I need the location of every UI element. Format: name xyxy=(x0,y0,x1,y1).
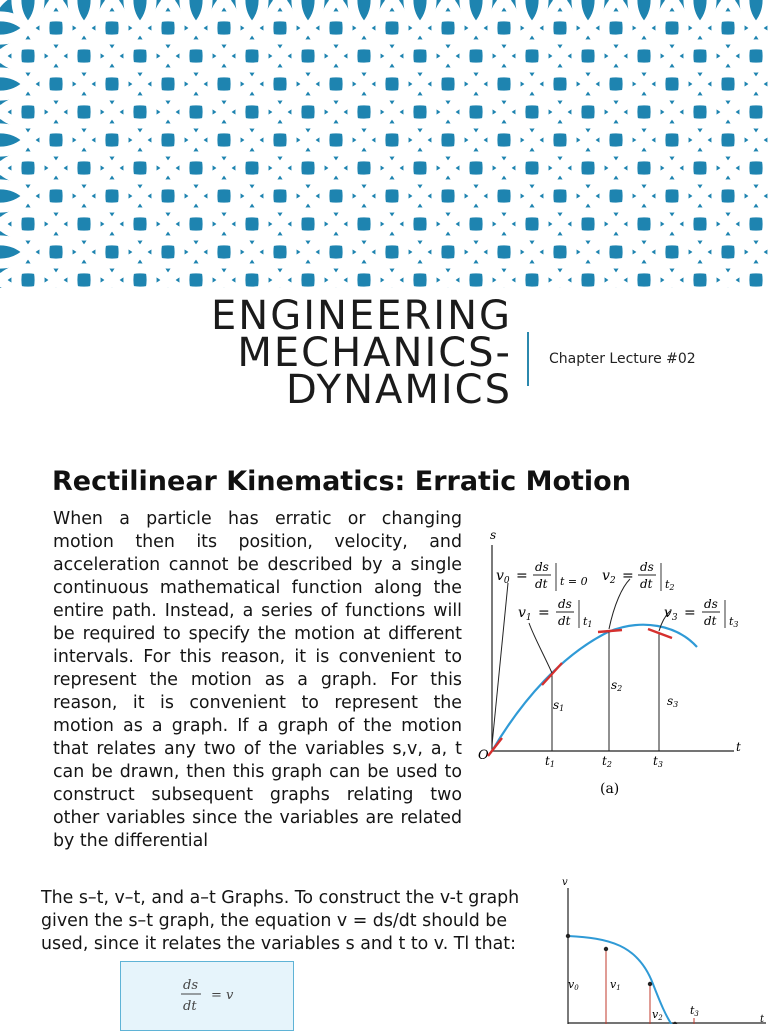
slide-subtitle: Chapter Lecture #02 xyxy=(549,351,696,367)
tangent-v3 xyxy=(648,629,672,638)
t-axis-label: t xyxy=(736,740,741,754)
tick-t2: t2 xyxy=(602,754,612,769)
tangent-v0 xyxy=(488,738,502,756)
equation-numerator: ds xyxy=(183,978,198,993)
svg-text:t1: t1 xyxy=(583,615,593,629)
header-banner xyxy=(0,0,768,288)
leader-v2 xyxy=(609,579,630,629)
v2-label-b: v2 xyxy=(652,1008,663,1022)
v0-label-b: v0 xyxy=(568,978,579,992)
svg-text:v0: $v_0$ xyxy=(496,568,510,586)
interlocking-rings-pattern xyxy=(0,0,768,288)
v-axis-label: v xyxy=(562,877,568,888)
svg-text:=: = xyxy=(516,568,528,584)
svg-text:v1: $v_1$ xyxy=(518,605,532,623)
svg-text:=: = xyxy=(622,568,634,584)
s2-label: s2 xyxy=(611,678,623,693)
svg-text:dt: dt xyxy=(640,577,653,591)
equation-denominator: dt xyxy=(183,999,197,1014)
title-section xyxy=(0,293,768,426)
leader-v0 xyxy=(492,583,508,745)
tick-t1: t1 xyxy=(545,754,555,769)
s3-label: s3 xyxy=(667,694,679,709)
svg-text:t = 0: t = 0 xyxy=(560,575,588,588)
v3-label xyxy=(664,597,739,629)
figure-caption: (a) xyxy=(600,781,620,797)
s1-label: s1 xyxy=(553,698,565,713)
svg-text:v3: $v_3$ xyxy=(664,605,678,623)
point-v1 xyxy=(604,947,608,951)
equation-rhs: = v xyxy=(211,988,234,1003)
svg-text:dt: dt xyxy=(535,577,548,591)
s-t-curve xyxy=(492,625,697,751)
point-v0 xyxy=(566,934,570,938)
point-v2 xyxy=(648,982,652,986)
s-t-graph xyxy=(472,525,762,805)
t3-label-b: t3 xyxy=(690,1004,699,1018)
v-t-graph xyxy=(548,872,768,1024)
title-divider xyxy=(527,332,529,386)
s-t-graph-figure xyxy=(472,525,762,805)
body-paragraph: When a particle has erratic or changing motion then its position, velocity, and acceleration cannot be described by a single continuous mathematical function along the entire path. Instead, a series of functions will be required to specify the motion at different intervals. For this reason, it is convenient to represent the motion as a graph. For this reason, it is convenient to represent the motion as a graph. If a graph of the motion that relates any two of the variables s,v, a, t can be drawn, then this graph can be used to construct subsequent graphs relating two other variables since the variables are related by the differential xyxy=(53,509,462,851)
svg-text:t2: t2 xyxy=(665,578,675,592)
body-paragraph-2: The s–t, v–t, and a–t Graphs. To construct the v-t graph given the s–t graph, the equation v = ds/dt should be used, since it relates the variables s and t to v. Tl that: xyxy=(41,888,520,954)
svg-text:=: = xyxy=(538,605,550,621)
svg-text:t3: t3 xyxy=(729,615,739,629)
section-heading: Rectilinear Kinematics: Erratic Motion xyxy=(52,466,631,497)
t-axis-label-b: t xyxy=(760,1014,765,1024)
v2-label xyxy=(602,560,675,592)
equation-box xyxy=(120,961,294,1031)
svg-text:dt: dt xyxy=(704,614,717,628)
origin-label: O xyxy=(478,748,489,763)
slide-title: ENGINEERING MECHANICS- DYNAMICS xyxy=(211,293,512,413)
svg-text:v2: $v_2$ xyxy=(602,568,616,586)
svg-text:ds: ds xyxy=(535,560,549,574)
v1-label-b: v1 xyxy=(610,978,621,992)
svg-text:ds: ds xyxy=(704,597,718,611)
svg-text:=: = xyxy=(684,605,696,621)
svg-text:ds: ds xyxy=(558,597,572,611)
v-t-graph-figure xyxy=(548,872,768,1024)
tick-t3: t3 xyxy=(653,754,663,769)
leader-v1 xyxy=(529,623,552,673)
svg-text:ds: ds xyxy=(640,560,654,574)
v0-label xyxy=(496,560,588,591)
s-axis-label: s xyxy=(490,528,497,542)
svg-text:dt: dt xyxy=(558,614,571,628)
equation xyxy=(121,962,293,1030)
tangent-v2 xyxy=(598,630,622,632)
